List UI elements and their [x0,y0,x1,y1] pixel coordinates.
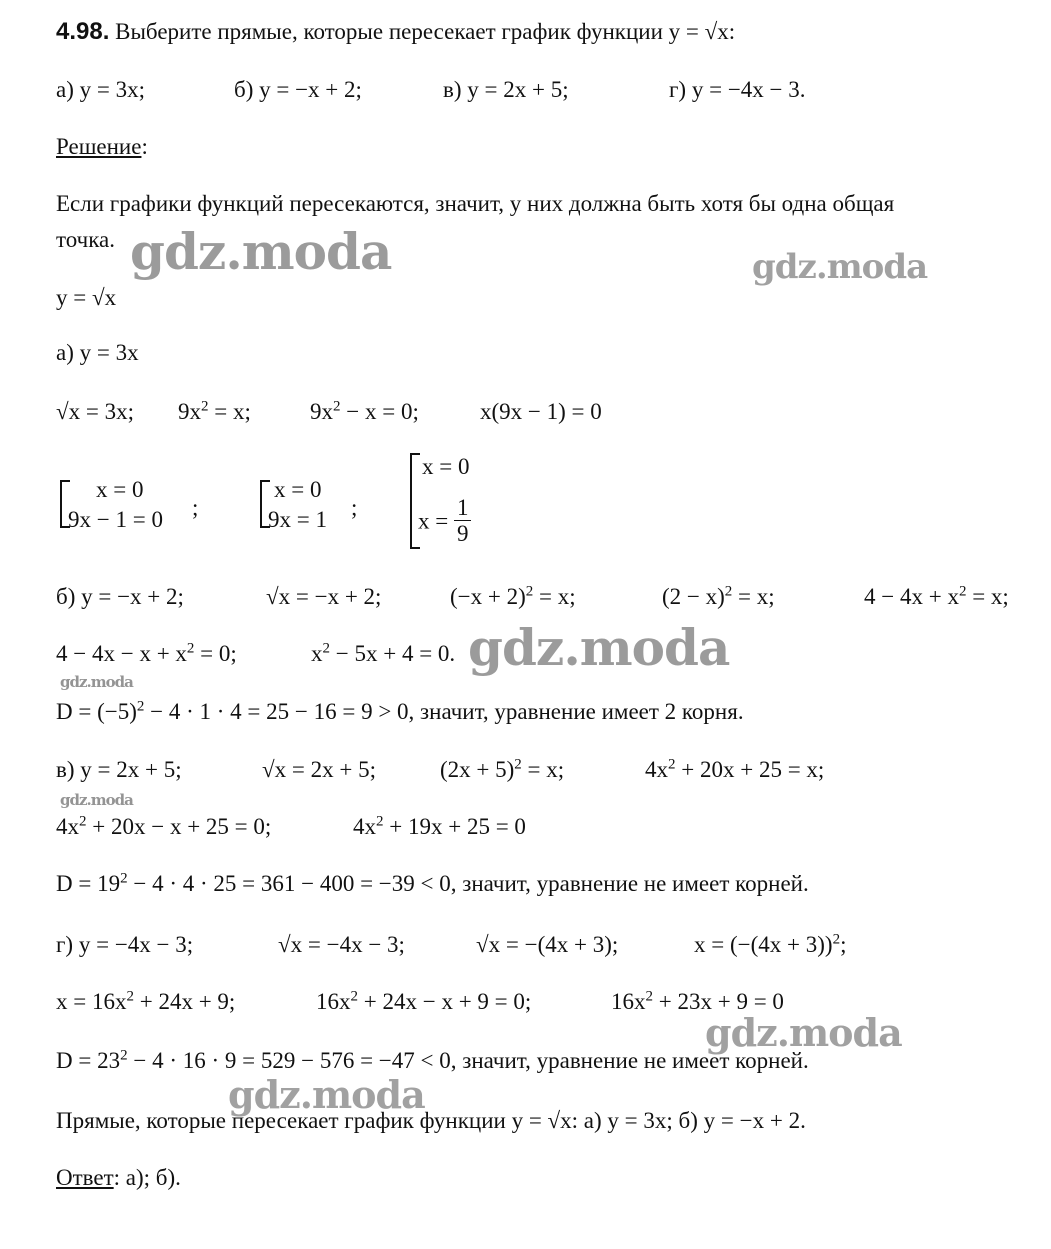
part-a-eq-4: x(9x − 1) = 0 [480,399,602,424]
part-a-eq-2: $9x^2 = x$; [178,398,251,424]
option-a: а) y = 3x; [56,77,145,102]
part-b-eq-5: $4 - 4x - x + x^2 = 0$; [56,640,237,666]
watermark-2: gdz.moda [752,247,928,287]
system-3-lhs: x = [418,508,449,534]
part-g-eq-3: $x = (-(4x + 3))^2$; [694,931,847,957]
problem-number: 4.98. [56,18,110,45]
part-v-eq-3: $4x^2 + 20x + 25 = x$; [645,756,825,782]
system-3-bracket [410,453,412,549]
part-b-eq-6: $x^2 - 5x + 4 = 0$. [311,640,456,666]
option-b: б) y = −x + 2; [234,77,362,102]
part-v-eq-4: $4x^2 + 20x - x + 25 = 0$; [56,813,272,839]
part-g-eq-6: $16x^2 + 23x + 9 = 0$ [611,988,784,1014]
part-v-discriminant: $D = 19^2 - 4 \cdot 4 \cdot 25 = 361 - 400 = -39 < 0$, значит, уравнение не имеет корней. [56,870,809,896]
part-v-heading: в) y = 2x + 5; [56,757,182,782]
watermark-7: gdz.moda [228,1072,425,1117]
system-2-bracket [260,480,262,528]
system-1-bracket [60,480,62,528]
part-v-eq-1: √x = 2x + 5; [262,757,376,782]
option-v: в) y = 2x + 5; [443,77,569,102]
solution-label: Решение [56,134,142,159]
part-g-eq-1: √x = −4x − 3; [278,932,405,957]
watermark-3: gdz.moda [468,618,730,677]
part-b-heading: б) y = −x + 2; [56,584,184,609]
system-1-bottom: 9x − 1 = 0 [68,507,163,532]
system-3-bottom [418,496,471,547]
watermark-6: gdz.moda [705,1010,902,1055]
intro-line-2: точка. [56,227,116,252]
watermark-5: gdz.moda [60,791,133,809]
part-v-eq-2: $(2x + 5)^2 = x$; [440,756,565,782]
watermark-1: gdz.moda [130,222,392,281]
fraction-denominator: 9 [456,521,469,546]
system-2-bottom: 9x = 1 [268,507,327,532]
answer-label: Ответ [56,1165,114,1190]
part-b-eq-3: $(2 - x)^2 = x$; [662,583,775,609]
part-a-eq-3: $9x^2 - x = 0$; [310,398,419,424]
problem-statement: Выберите прямые, которые пересекает график функции y = √x: [115,19,736,44]
part-g-discriminant: $D = 23^2 - 4 \cdot 16 \cdot 9 = 529 - 576 = -47 < 0$, значит, уравнение не имеет корней. [56,1047,809,1073]
problem-header [56,18,735,46]
system-2-sep: ; [351,495,358,520]
part-b-eq-2: $(-x + 2)^2 = x$; [450,583,576,609]
function-definition: y = √x [56,285,117,310]
system-3-top: x = 0 [422,454,470,479]
part-g-eq-4: $x = 16x^2 + 24x + 9$; [56,988,236,1014]
conclusion: Прямые, которые пересекает график функции y = √x: а) y = 3x; б) y = −x + 2. [56,1108,806,1133]
part-b-eq-4: $4 - 4x + x^2 = x$; [864,583,1009,609]
part-a-eq-1: √x = 3x; [56,399,134,424]
system-1-top: x = 0 [96,477,144,502]
part-g-heading: г) y = −4x − 3; [56,932,194,957]
system-2-top: x = 0 [274,477,322,502]
system-1-sep: ; [192,495,199,520]
intro-line-1: Если графики функций пересекаются, значит, у них должна быть хотя бы одна общая [56,191,895,216]
fraction-numerator: 1 [454,496,472,521]
part-v-eq-5: $4x^2 + 19x + 25 = 0$ [353,813,526,839]
part-g-eq-5: $16x^2 + 24x - x + 9 = 0$; [316,988,532,1014]
part-b-eq-1: √x = −x + 2; [266,584,382,609]
fraction-one-ninth [454,496,472,547]
option-g: г) y = −4x − 3. [669,77,806,102]
part-a-heading: а) y = 3x [56,340,139,365]
part-g-eq-2: √x = −(4x + 3); [476,932,619,957]
answer [56,1164,181,1192]
part-b-discriminant: $D = (-5)^2 - 4 \cdot 1 \cdot 4 = 25 - 16 = 9 > 0$, значит, уравнение имеет 2 корня. [56,698,744,724]
solution-heading [56,133,148,161]
answer-value: : а); б). [113,1165,181,1190]
solution-colon: : [141,134,148,159]
watermark-4: gdz.moda [60,673,133,691]
